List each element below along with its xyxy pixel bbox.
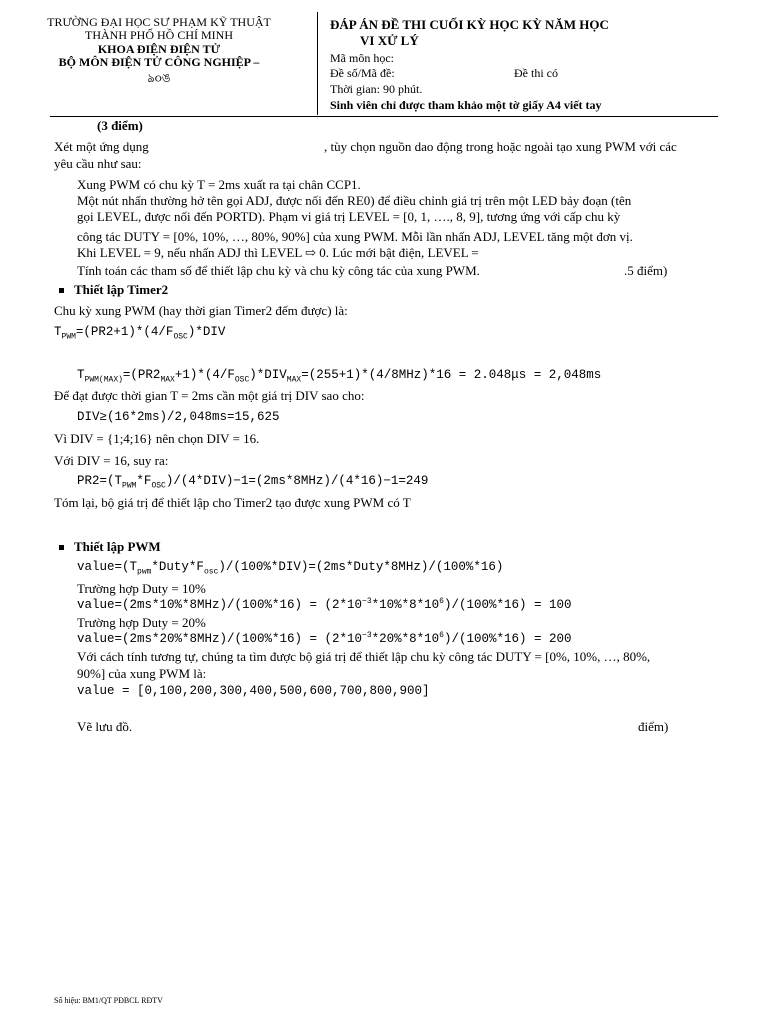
timer2-summary: Tóm lại, bộ giá trị để thiết lập cho Timer2 tạo được xung PWM có T [54, 495, 411, 510]
city-name: THÀNH PHỐ HỒ CHÍ MINH [85, 28, 233, 42]
timer2-heading: Thiết lập Timer2 [74, 282, 169, 297]
exam-title: ĐÁP ÁN ĐỀ THI CUỐI KỲ HỌC KỲ NĂM HỌC [330, 17, 609, 32]
requirement-1: Xung PWM có chu kỳ T = 2ms xuất ra tại chân CCP1. [77, 177, 361, 192]
timer2-target-text: Để đạt được thời gian T = 2ms cần một giá trị DIV sao cho: [54, 388, 365, 403]
problem-points: (3 điểm) [97, 118, 143, 133]
requirement-2-line2: gọi LEVEL, được nối đến PORTD). Phạm vi giá trị LEVEL = [0, 1, …., 8, 9], tương ứng với cấp chu kỳ [77, 209, 621, 224]
pwm-result-text-line2: 90%] của xung PWM là: [77, 666, 207, 681]
page-count: Đề thi có [514, 66, 558, 80]
requirement-3-points: .5 điểm) [624, 263, 668, 278]
problem-intro: Xét một ứng dụng [54, 139, 149, 154]
problem-intro-cont: , tùy chọn nguồn dao động trong hoặc ngoài tạo xung PWM với các [324, 139, 677, 154]
formula-pr2: $PR2=(T_{PWM}*F_{OSC})/(4*DIV)-1=(2ms*8MHz)/(4*16)-1=249$ [77, 474, 429, 491]
timer2-div-choice: Vì DIV = {1;4;16} nên chọn DIV = 16. [54, 431, 260, 446]
ornament-icon: ঌ૦ঙ [147, 71, 171, 85]
requirement-2-line3: công tác DUTY = [0%, 10%, …, 80%, 90%] của xung PWM. Mỗi lần nhấn ADJ, LEVEL tăng một đơn vị. [77, 229, 633, 244]
exam-code: Đề số/Mã đề: [330, 66, 395, 80]
flowchart-task: Vẽ lưu đồ. [77, 719, 133, 734]
requirement-3: Tính toán các tham số để thiết lập chu kỳ và chu kỳ công tác của xung PWM. [77, 263, 480, 278]
flowchart-points: điểm) [638, 719, 669, 734]
case-duty-10: Trường hợp Duty = 10% [77, 581, 206, 596]
requirement-2-line4: Khi LEVEL = 9, nếu nhấn ADJ thì LEVEL ⇨ 0. Lúc mới bật điện, LEVEL = [77, 245, 479, 260]
formula-value-array: value = [0,100,200,300,400,500,600,700,800,900] [77, 684, 430, 698]
subject-name: VI XỬ LÝ [360, 33, 419, 48]
timer2-period-text: Chu kỳ xung PWM (hay thời gian Timer2 đếm được) là: [54, 303, 348, 318]
case-duty-20: Trường hợp Duty = 20% [77, 615, 206, 630]
bullet-icon [59, 288, 64, 293]
exam-note: Sinh viên chỉ được tham khảo một tờ giấy A4 viết tay [330, 98, 602, 112]
exam-time: Thời gian: 90 phút. [330, 82, 423, 96]
department-name: BỘ MÔN ĐIỆN TỬ CÔNG NGHIỆP – [58, 55, 260, 69]
requirement-2-line1: Một nút nhấn thường hở tên gọi ADJ, được nối đến RE0) để điều chỉnh giá trị trên một LED bảy đoạn (tên [77, 193, 632, 208]
formula-div: DIV≥(16*2ms)/2,048ms=15,625 [77, 410, 280, 424]
header-divider [317, 12, 318, 115]
formula-value: $value=(T_{pwm}*Duty*F_{osc})/(100\%*DIV)=(2ms*Duty*8MHz)/(100\%*16)$ [77, 560, 504, 577]
pwm-heading: Thiết lập PWM [74, 539, 161, 554]
formula-value-20: value=(2ms*20%*8MHz)/(100%*16) = $(2*10^{-3}*20\%*8*10^6)/(100\%*16) = 200$ [77, 630, 572, 646]
timer2-derive-text: Với DIV = 16, suy ra: [54, 453, 169, 468]
school-name: TRƯỜNG ĐẠI HỌC SƯ PHẠM KỸ THUẬT [47, 15, 271, 29]
bullet-icon [59, 545, 64, 550]
problem-intro-end: yêu cầu như sau: [54, 156, 142, 171]
pwm-result-text-line1: Với cách tính tương tự, chúng ta tìm được bộ giá trị để thiết lập chu kỳ công tác DUTY = [0%, 10%, …, 80%, [77, 649, 651, 664]
formula-tpwm: $T_{PWM}=(PR2+1)*(4/F_{OSC})*DIV$ [54, 325, 226, 342]
header-rule [50, 116, 718, 117]
footer-code: Số hiệu: BM1/QT PĐBCL RĐTV [54, 996, 163, 1005]
faculty-name: KHOA ĐIỆN ĐIỆN TỬ [97, 42, 221, 56]
course-code: Mã môn học: [330, 51, 394, 65]
formula-value-10: value=(2ms*10%*8MHz)/(100%*16) = $(2*10^{-3}*10\%*8*10^6)/(100\%*16) = 100$ [77, 596, 572, 612]
formula-tpwm-max: $T_{PWM(MAX)}=(PR2_{MAX}+1)*(4/F_{OSC})*DIV_{MAX}=(255+1)*(4/8MHz)*16 = 2.048\mu s = 2,048ms$ [77, 368, 602, 385]
